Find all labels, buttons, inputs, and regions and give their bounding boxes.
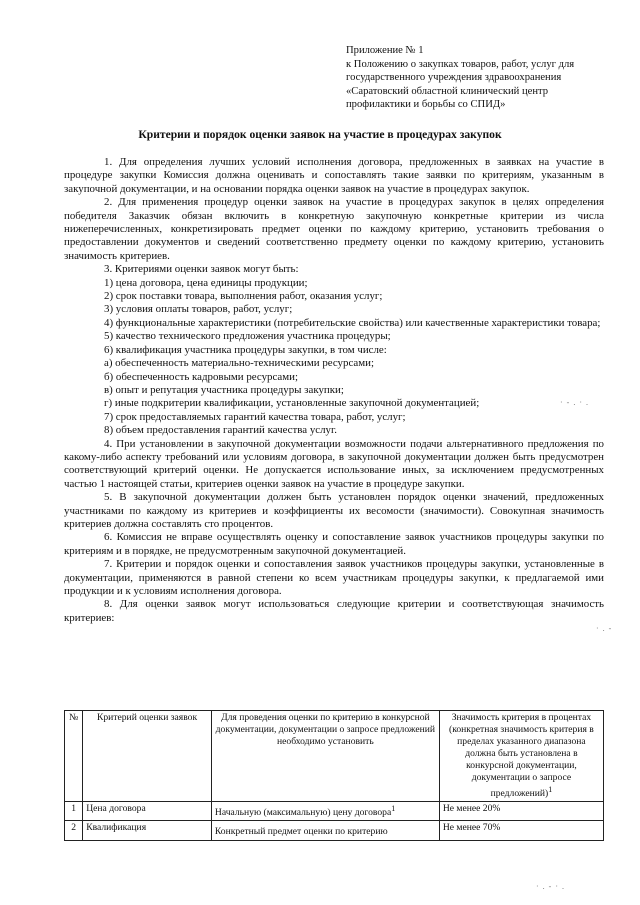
paragraph-5: 5. В закупочной документации должен быть установлен порядок оценки значений, предложенных участниками по каждому из критериев и коэффициенты их весомости (значимости). Совокупная значимость критериев должна составлять сто процентов.	[64, 491, 604, 530]
criteria-item: 3) условия оплаты товаров, работ, услуг;	[104, 303, 293, 316]
footnote-mark: 1	[391, 804, 396, 814]
criteria-subitem: а) обеспеченность материально-техническими ресурсами;	[104, 357, 374, 370]
paragraph-1: 1. Для определения лучших условий исполнения договора, предложенных в заявках на участие в процедуре закупки Комиссия должна оценивать и сопоставлять такие заявки по критериям, указанным в закупочной документации, и на основании порядка оценки заявок на участие в процедурах закупок.	[64, 156, 604, 195]
criteria-item: 8) объем предоставления гарантий качества услуг.	[104, 424, 337, 437]
criteria-subitem: г) иные подкритерии квалификации, установленные закупочной документацией;	[104, 397, 480, 410]
paragraph-3: 3. Критериями оценки заявок могут быть:	[104, 263, 299, 276]
row-setting-text: Конкретный предмет оценки по критерию	[214, 826, 388, 838]
paragraph-6: 6. Комиссия не вправе осуществлять оценку и сопоставление заявок участников процедуры закупки по критериям и в порядке, не предусмотренным закупочной документацией.	[64, 531, 604, 557]
table-row	[65, 802, 604, 821]
criteria-item: 7) срок предоставляемых гарантий качества товара, работ, услуг;	[104, 410, 406, 423]
scan-speck: · . -	[596, 624, 613, 633]
criteria-item: 6) квалификация участника процедуры закупки, в том числе:	[104, 343, 387, 356]
row-number: 2	[65, 821, 83, 840]
header-criterion: Критерий оценки заявок	[83, 711, 212, 802]
criteria-table	[64, 710, 604, 841]
row-setting	[211, 802, 439, 821]
appendix-line: к Положению о закупках товаров, работ, услуг для	[346, 58, 575, 70]
header-weight	[439, 711, 603, 802]
table-row	[65, 821, 604, 840]
criteria-item: 1) цена договора, цена единицы продукции;	[104, 276, 308, 289]
criteria-item: 5) качество технического предложения участника процедуры;	[104, 330, 391, 343]
criteria-item: 4) функциональные характеристики (потребительские свойства) или качественные характеристики товара;	[104, 316, 601, 329]
document-title: Критерии и порядок оценки заявок на участие в процедурах закупок	[138, 128, 502, 141]
criteria-item: 2) срок поставки товара, выполнения работ, оказания услуг;	[104, 290, 383, 303]
appendix-line: Приложение № 1	[346, 45, 424, 56]
header-setting: Для проведения оценки по критерию в конкурсной документации, документации о запросе предложений необходимо установить	[211, 711, 439, 802]
scan-speck: · . - · .	[536, 882, 565, 891]
row-number: 1	[65, 802, 83, 821]
header-number: №	[65, 711, 83, 802]
paragraph-7: 7. Критерии и порядок оценки и сопоставления заявок участников процедуры закупки, установленные в документации, применяются в равной степени ко всем участникам процедуры закупки, к предлагаемой ими продукции и к условиям исполнения договора.	[64, 558, 604, 597]
criteria-subitem: б) обеспеченность кадровыми ресурсами;	[104, 370, 299, 383]
paragraph-2: 2. Для применения процедур оценки заявок на участие в процедурах закупок в целях определения победителя Заказчик обязан включить в конкретную закупочную конкретные критерии из числа нижеперечисленных, конкретизировать предмет оценки по каждому критерию, установить требования о предоставлении документов и сведений соответственно предмету оценки по каждому критерию, установить значимость критериев.	[64, 196, 604, 262]
footnote-mark: 1	[548, 785, 553, 794]
document-body	[64, 156, 604, 625]
appendix-line: профилактики и борьбы со СПИД»	[346, 99, 506, 111]
row-criterion: Цена договора	[83, 802, 212, 821]
row-weight: Не менее 70%	[439, 821, 603, 840]
row-setting-text: Начальную (максимальную) цену договора	[214, 807, 392, 819]
paragraph-8: 8. Для оценки заявок могут использоваться следующие критерии и соответствующая значимость критериев:	[64, 598, 604, 624]
row-criterion: Квалификация	[83, 821, 212, 840]
appendix-line: государственного учреждения здравоохранения	[346, 72, 562, 84]
paragraph-4: 4. При установлении в закупочной документации возможности подачи альтернативного предложения по какому-либо аспекту требований или условиям договора, в закупочной документации должен быть предусмотрен соответствующий критерий оценки. Не допускается использование иных, за исключением предусмотренных частью 1 настоящей статьи, критериев оценки заявок на участие в процедуре закупки.	[64, 437, 604, 490]
appendix-header	[346, 44, 604, 112]
row-setting	[211, 821, 439, 840]
row-weight: Не менее 20%	[439, 802, 603, 821]
header-weight-text: Значимость критерия в процентах (конкретная значимость критерия в пределах указанного диапазона должна быть установлена в конкурсной документации, документации о запросе предложений)	[449, 712, 594, 800]
criteria-subitem: в) опыт и репутация участника процедуры закупки;	[104, 383, 344, 396]
scan-speck: · - . · .	[560, 398, 589, 407]
appendix-line: «Саратовский областной клинический центр	[346, 85, 549, 97]
table-header-row	[65, 711, 604, 802]
